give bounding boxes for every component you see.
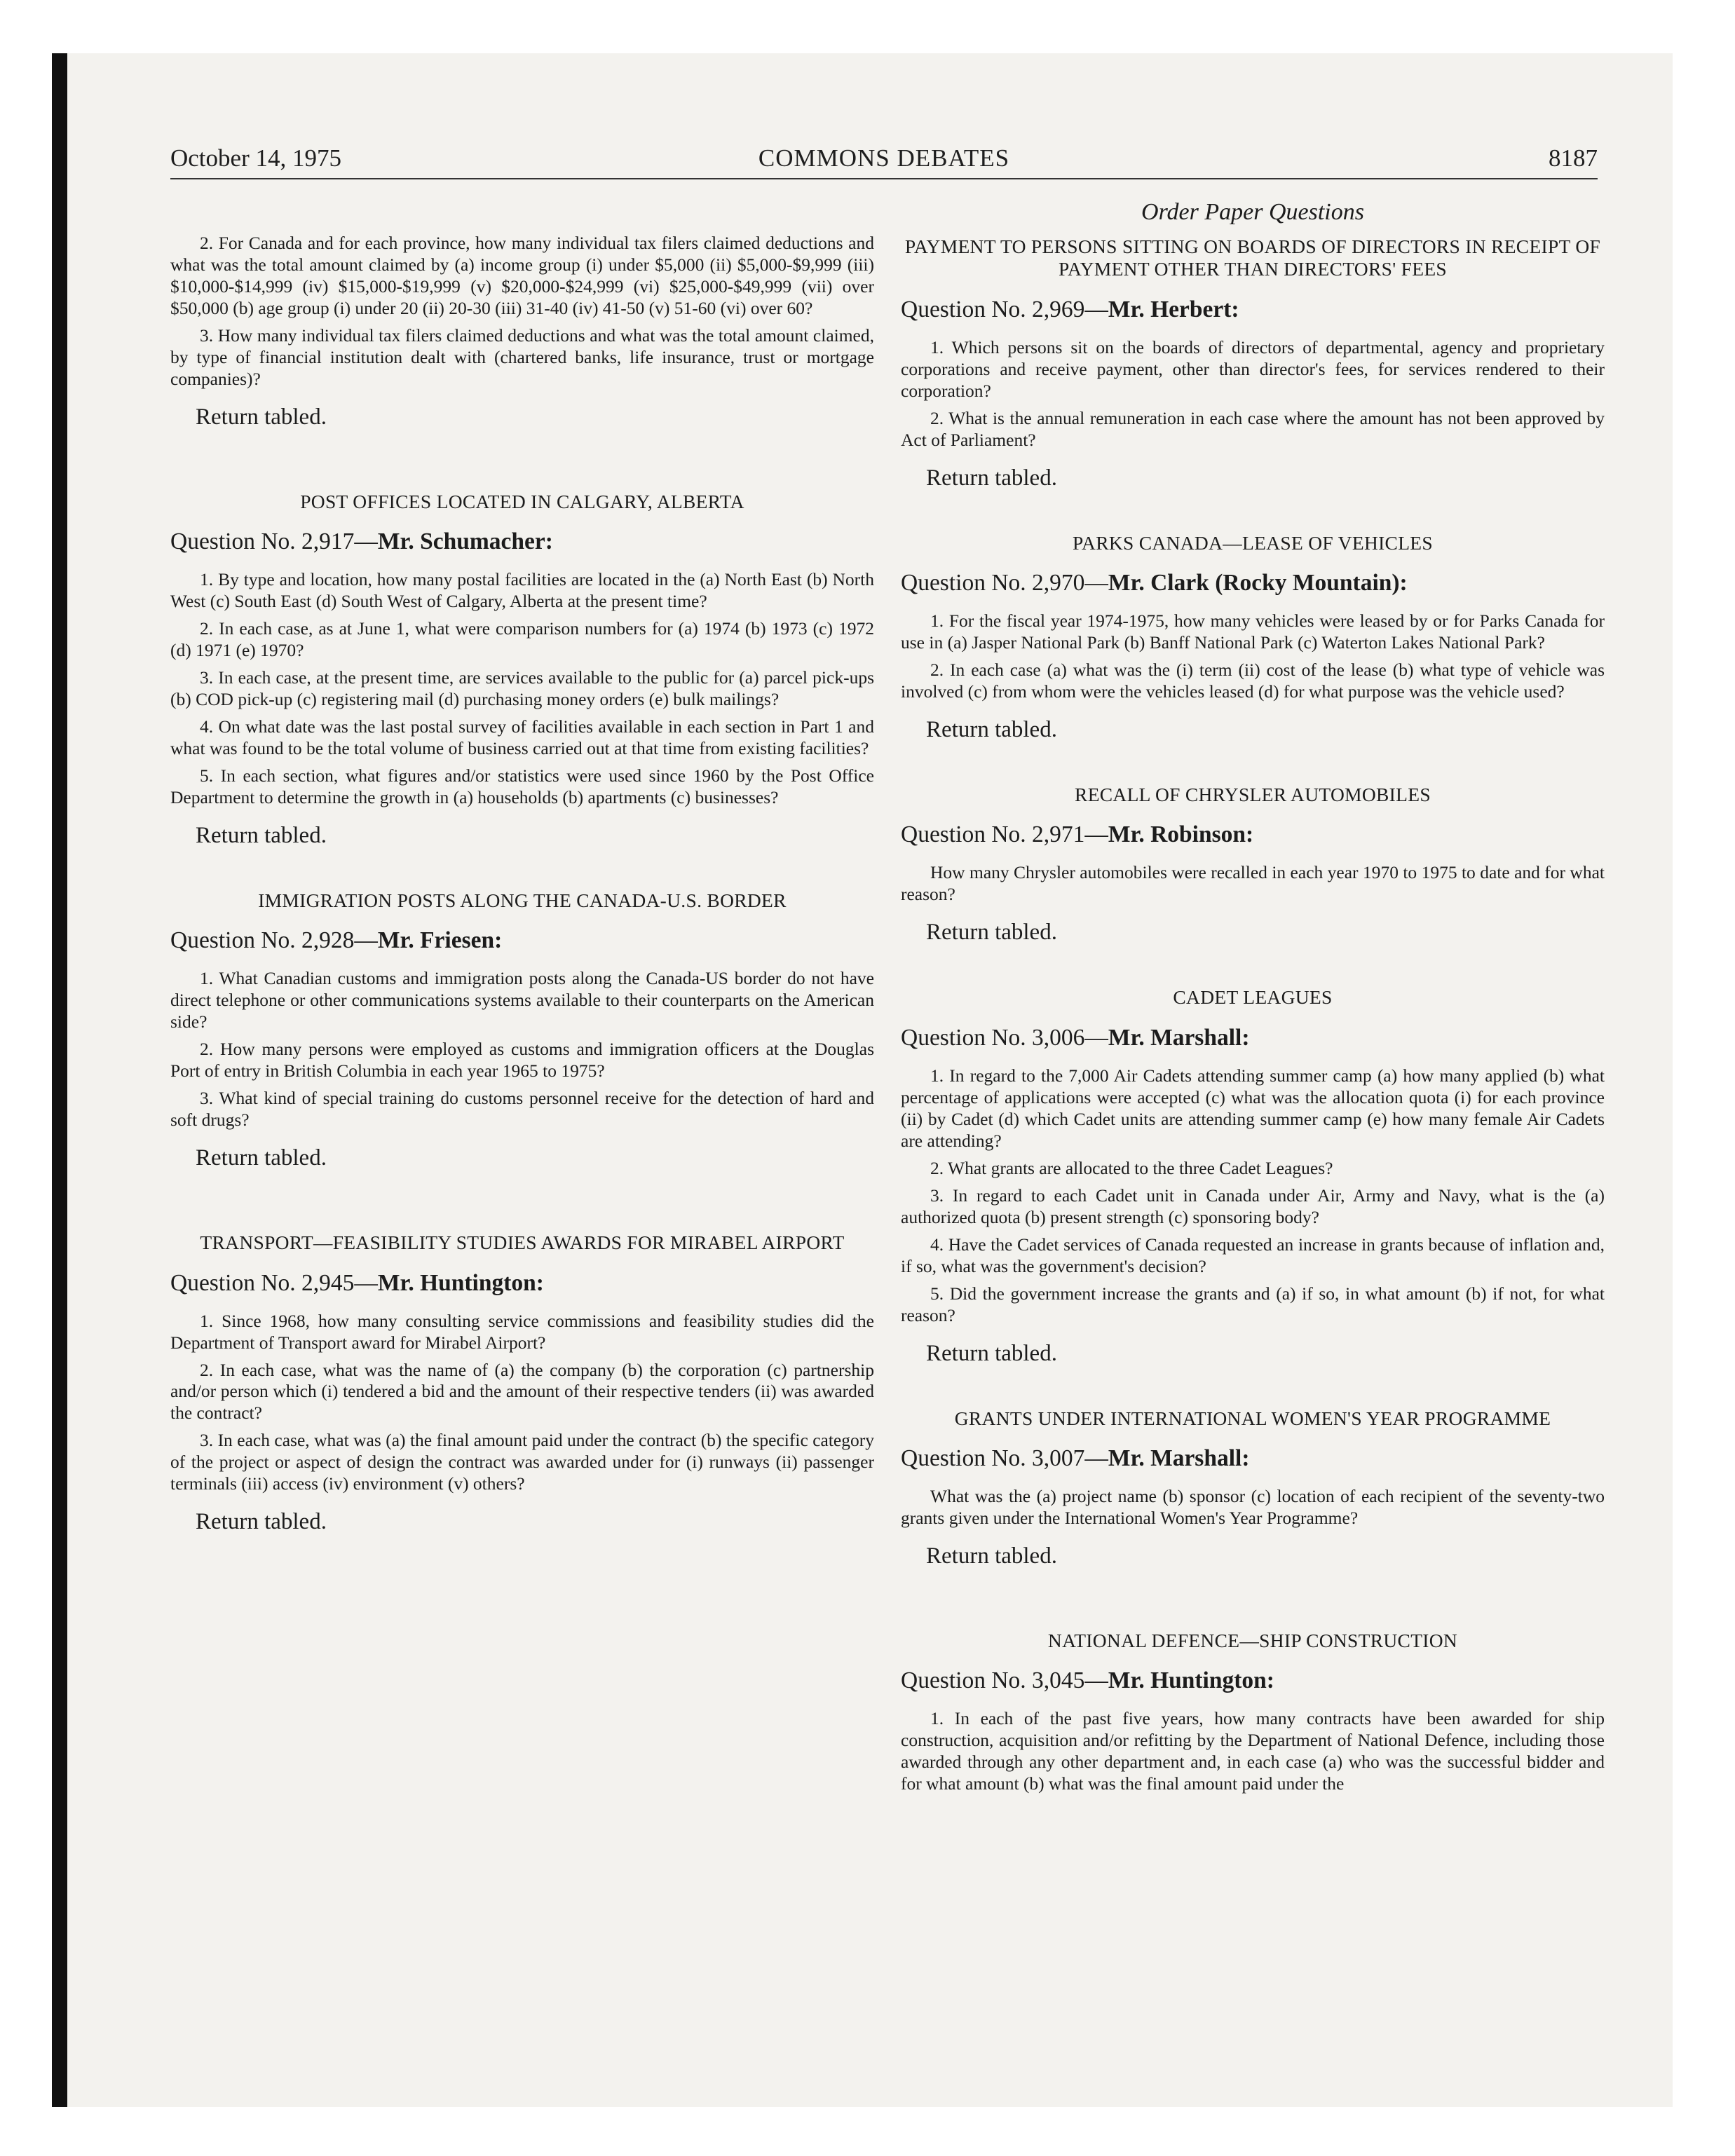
paragraph: 1. What Canadian customs and immigration posts along the Canada-US border do not have direct telephone or other communications systems available to their counterparts on the American side? xyxy=(170,968,874,1032)
question-member: Mr. Clark (Rocky Mountain): xyxy=(1108,570,1408,596)
paragraph: 2. In each case, what was the name of (a) the company (b) the corporation (c) partnership and/or person which (i) tendered a bid and the amount of their respective tenders (ii) was awarded the contract? xyxy=(170,1359,874,1424)
question-label: Question No. 2,971— xyxy=(901,821,1108,848)
question-label: Question No. 2,945— xyxy=(170,1269,378,1296)
question-2945 xyxy=(170,1231,874,1535)
question-2970 xyxy=(901,532,1605,743)
question-2917 xyxy=(170,491,874,849)
question-title: PARKS CANADA—LEASE OF VEHICLES xyxy=(1072,531,1433,554)
page-header xyxy=(170,140,1598,179)
right-column xyxy=(901,196,1605,1801)
running-head: Order Paper Questions xyxy=(1141,199,1364,225)
return-tabled: Return tabled. xyxy=(196,404,327,430)
question-label: Question No. 2,969— xyxy=(901,296,1108,322)
paragraph: 1. By type and location, how many postal facilities are located in the (a) North East (b) North West (c) South East (d) South West of Calgary, Alberta at the present time? xyxy=(170,569,874,612)
question-number xyxy=(901,1667,1605,1694)
question-member: Mr. Huntington: xyxy=(1108,1667,1274,1694)
question-member: Mr. Friesen: xyxy=(377,927,503,954)
paragraph: 1. In each of the past five years, how many contracts have been awarded for ship construction, acquisition and/or refitting by the Department of National Defence, including those awarded through any other department and, in each case (a) who was the successful bidder and for what amount (b) what was the final amount paid under the xyxy=(901,1708,1605,1794)
question-title: CADET LEAGUES xyxy=(1173,986,1333,1009)
question-title: GRANTS UNDER INTERNATIONAL WOMEN'S YEAR PROGRAMME xyxy=(954,1407,1551,1429)
paragraph: 3. What kind of special training do customs personnel receive for the detection of hard and soft drugs? xyxy=(170,1088,874,1131)
paragraph: 2. For Canada and for each province, how many individual tax filers claimed deductions and what was the total amount claimed by (a) income group (i) under $5,000 (ii) $5,000-$9,999 (iii) $10,000-$14,999 (iv) $15,000-$19,999 (v) $20,000-$24,999 (vi) $25,000-$49,999 (vii) over $50,000 (b) age group (i) under 20 (ii) 20-30 (iii) 31-40 (iv) 41-50 (v) 51-60 (vi) over 60? xyxy=(170,233,874,318)
question-label: Question No. 2,970— xyxy=(901,570,1108,596)
question-number xyxy=(901,1445,1605,1472)
paragraph: 1. Which persons sit on the boards of directors of departmental, agency and proprietary corporations and receive payment, other than director's fees, for services rendered to their corporation? xyxy=(901,336,1605,401)
paragraph: 4. Have the Cadet services of Canada requested an increase in grants because of inflation and, if so, what was the government's decision? xyxy=(901,1234,1605,1276)
paragraph: 1. For the fiscal year 1974-1975, how many vehicles were leased by or for Parks Canada for use in (a) Jasper National Park (b) Banff National Park (c) Waterton Lakes National Park? xyxy=(901,610,1605,653)
header-title: COMMONS DEBATES xyxy=(758,144,1010,172)
question-2971 xyxy=(901,784,1605,946)
header-date: October 14, 1975 xyxy=(170,144,341,172)
paragraph: 1. In regard to the 7,000 Air Cadets attending summer camp (a) how many applied (b) what percentage of applications were accepted (c) what was the allocation quota (i) for each province (ii) by Cadet (d) which Cadet units are attending summer camp (e) how many female Air Cadets are attending? xyxy=(901,1065,1605,1151)
question-label: Question No. 2,928— xyxy=(170,927,378,954)
return-tabled: Return tabled. xyxy=(926,465,1057,491)
question-3045 xyxy=(901,1630,1605,1795)
paragraph: 3. How many individual tax filers claimed deductions and what was the total amount claimed, by type of financial institution dealt with (chartered banks, life insurance, trust or mortgage companies)? xyxy=(170,325,874,389)
paragraph: 2. How many persons were employed as customs and immigration officers at the Douglas Port of entry in British Columbia in each year 1965 to 1975? xyxy=(170,1039,874,1082)
question-title: POST OFFICES LOCATED IN CALGARY, ALBERTA xyxy=(300,490,744,512)
question-number xyxy=(170,1270,874,1297)
paragraph: 3. In each case, at the present time, are services available to the public for (a) parcel pick-ups (b) COD pick-up (c) registering mail (d) purchasing money orders (e) bulk mailings? xyxy=(170,667,874,710)
question-label: Question No. 3,045— xyxy=(901,1667,1108,1694)
header-page-number: 8187 xyxy=(1549,144,1598,172)
paragraph: 5. In each section, what figures and/or statistics were used since 1960 by the Post Office Department to determine the growth in (a) households (b) apartments (c) businesses? xyxy=(170,765,874,807)
question-member: Mr. Schumacher: xyxy=(377,528,553,555)
question-member: Mr. Huntington: xyxy=(377,1269,544,1296)
return-tabled: Return tabled. xyxy=(926,1543,1057,1569)
paragraph: What was the (a) project name (b) sponsor (c) location of each recipient of the seventy-two grants given under the International Women's Year Programme? xyxy=(901,1485,1605,1528)
paragraph: 5. Did the government increase the grants and (a) if so, in what amount (b) if not, for what reason? xyxy=(901,1283,1605,1325)
paragraph: 1. Since 1968, how many consulting service commissions and feasibility studies did the Department of Transport award for Mirabel Airport? xyxy=(170,1310,874,1353)
question-member: Mr. Herbert: xyxy=(1108,296,1239,322)
paragraph: 3. In each case, what was (a) the final amount paid under the contract (b) the specific category of the project or aspect of design the contract was awarded under for (i) runways (ii) passenger terminals (iii) access (iv) environment (v) others? xyxy=(170,1430,874,1494)
left-column xyxy=(170,196,874,1535)
question-number xyxy=(170,528,874,555)
return-tabled: Return tabled. xyxy=(926,920,1057,946)
return-tabled: Return tabled. xyxy=(196,822,327,848)
paragraph: How many Chrysler automobiles were recalled in each year 1970 to 1975 to date and for what reason? xyxy=(901,862,1605,905)
paragraph: 2. What grants are allocated to the three Cadet Leagues? xyxy=(930,1157,1333,1178)
scan-edge-bar xyxy=(52,53,67,2107)
question-member: Mr. Robinson: xyxy=(1108,821,1254,848)
question-label: Question No. 3,007— xyxy=(901,1445,1108,1471)
question-title: NATIONAL DEFENCE—SHIP CONSTRUCTION xyxy=(1047,1629,1458,1651)
return-tabled: Return tabled. xyxy=(196,1145,327,1171)
question-title: TRANSPORT—FEASIBILITY STUDIES AWARDS FOR MIRABEL AIRPORT xyxy=(200,1231,845,1254)
header-rule xyxy=(170,178,1598,179)
question-number xyxy=(901,570,1605,596)
question-member: Mr. Marshall: xyxy=(1108,1445,1250,1471)
question-label: Question No. 2,917— xyxy=(170,528,378,555)
question-title: IMMIGRATION POSTS ALONG THE CANADA-U.S. BORDER xyxy=(258,889,787,911)
paragraph: 3. In regard to each Cadet unit in Canada under Air, Army and Navy, what is the (a) authorized quota (b) present strength (c) sponsoring body? xyxy=(901,1185,1605,1227)
question-number xyxy=(170,927,874,954)
question-2969 xyxy=(901,236,1605,491)
paragraph: 2. What is the annual remuneration in each case where the amount has not been approved by Act of Parliament? xyxy=(901,407,1605,450)
return-tabled: Return tabled. xyxy=(196,1509,327,1535)
question-title: PAYMENT TO PERSONS SITTING ON BOARDS OF DIRECTORS IN RECEIPT OF PAYMENT OTHER THAN DIRECTORS' FEES xyxy=(904,236,1601,280)
question-3006 xyxy=(901,986,1605,1366)
paragraph: 2. In each case, as at June 1, what were comparison numbers for (a) 1974 (b) 1973 (c) 1972 (d) 1971 (e) 1970? xyxy=(170,618,874,661)
question-label: Question No. 3,006— xyxy=(901,1024,1108,1051)
return-tabled: Return tabled. xyxy=(926,1340,1057,1366)
question-number xyxy=(901,821,1605,848)
question-member: Mr. Marshall: xyxy=(1108,1024,1250,1051)
paragraph: 2. In each case (a) what was the (i) term (ii) cost of the lease (b) what type of vehicle was involved (c) from whom were the vehicles leased (d) for what purpose was the vehicle used? xyxy=(901,660,1605,702)
question-title: RECALL OF CHRYSLER AUTOMOBILES xyxy=(1075,784,1431,806)
paragraph: 4. On what date was the last postal survey of facilities available in each section in Part 1 and what was found to be the total volume of business carried out at that time from existing facilities? xyxy=(170,716,874,758)
question-number xyxy=(901,296,1605,323)
return-tabled: Return tabled. xyxy=(926,717,1057,743)
question-2928 xyxy=(170,889,874,1171)
question-number xyxy=(901,1025,1605,1051)
question-3007 xyxy=(901,1407,1605,1569)
